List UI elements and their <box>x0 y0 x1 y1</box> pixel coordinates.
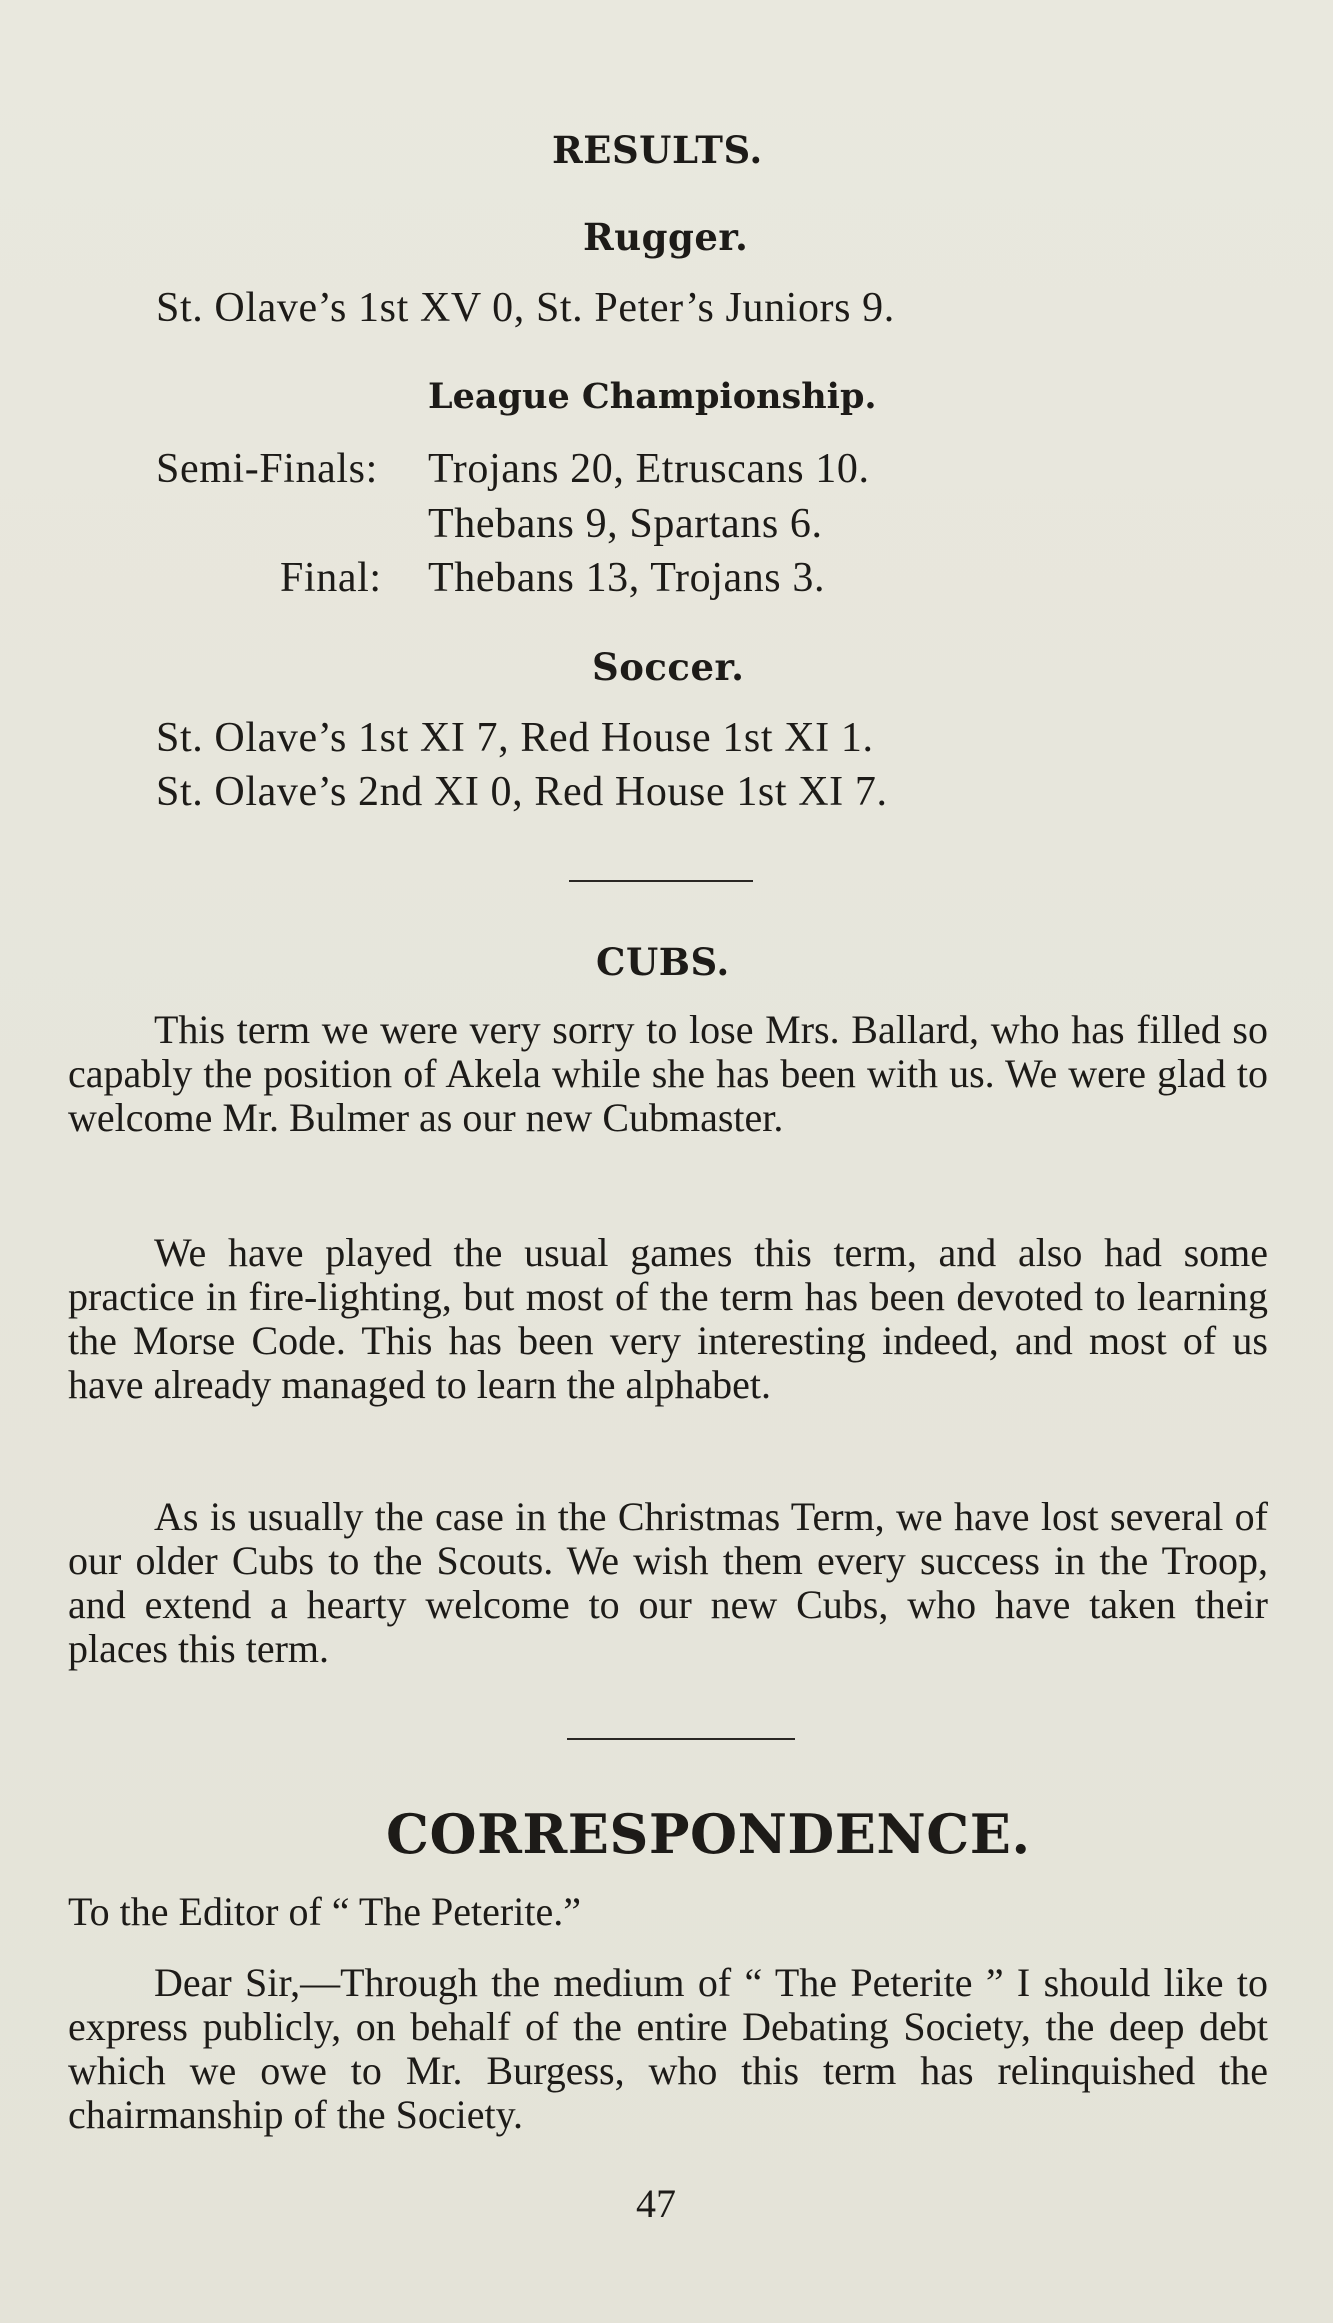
cubs-paragraph-2: We have played the usual games this term, and also had some practice in fire-lighting, but most of the term has been devoted to learning the Morse Code. This has been very interesting indeed, and most of us have already managed to learn the alphabet. <box>68 1230 1268 1407</box>
correspondence-paragraph-1: Dear Sir,—Through the medium of “ The Peterite ” I should like to express publicly, on behalf of the entire Debating Society, the deep debt which we owe to Mr. Burgess, who this term has relinquished the chairmanship of the Society. <box>68 1960 1268 2137</box>
divider-rule <box>567 1738 795 1740</box>
final-result: Thebans 13, Trojans 3. <box>428 555 826 601</box>
rugger-heading: Rugger. <box>583 215 749 259</box>
page-number: 47 <box>636 2181 676 2226</box>
semi-final-result-1: Trojans 20, Etruscans 10. <box>428 446 870 492</box>
cubs-paragraph-1: This term we were very sorry to lose Mrs. Ballard, who has filled so capably the position of Akela while she has been with us. We were glad to welcome Mr. Bulmer as our new Cubmaster. <box>68 1007 1268 1140</box>
cubs-paragraph-3: As is usually the case in the Christmas Term, we have lost several of our older Cubs to the Scouts. We wish them every success in the Troop, and extend a hearty welcome to our new Cubs, who have taken their places this term. <box>68 1494 1268 1671</box>
salutation-line: To the Editor of “ The Peterite.” <box>68 1889 581 1934</box>
league-heading: League Championship. <box>428 376 877 417</box>
soccer-result-2: St. Olave’s 2nd XI 0, Red House 1st XI 7. <box>156 769 888 815</box>
semi-finals-label: Semi-Finals: <box>156 446 378 492</box>
soccer-heading: Soccer. <box>592 645 745 689</box>
correspondence-heading: CORRESPONDENCE. <box>386 1802 1031 1866</box>
semi-final-result-2: Thebans 9, Spartans 6. <box>428 501 823 547</box>
divider-rule <box>569 880 753 882</box>
results-heading: RESULTS. <box>552 128 763 172</box>
cubs-heading: CUBS. <box>596 940 730 984</box>
final-label: Final: <box>280 555 382 601</box>
rugger-result: St. Olave’s 1st XV 0, St. Peter’s Juniors 9. <box>156 285 895 331</box>
soccer-result-1: St. Olave’s 1st XI 7, Red House 1st XI 1. <box>156 715 874 761</box>
